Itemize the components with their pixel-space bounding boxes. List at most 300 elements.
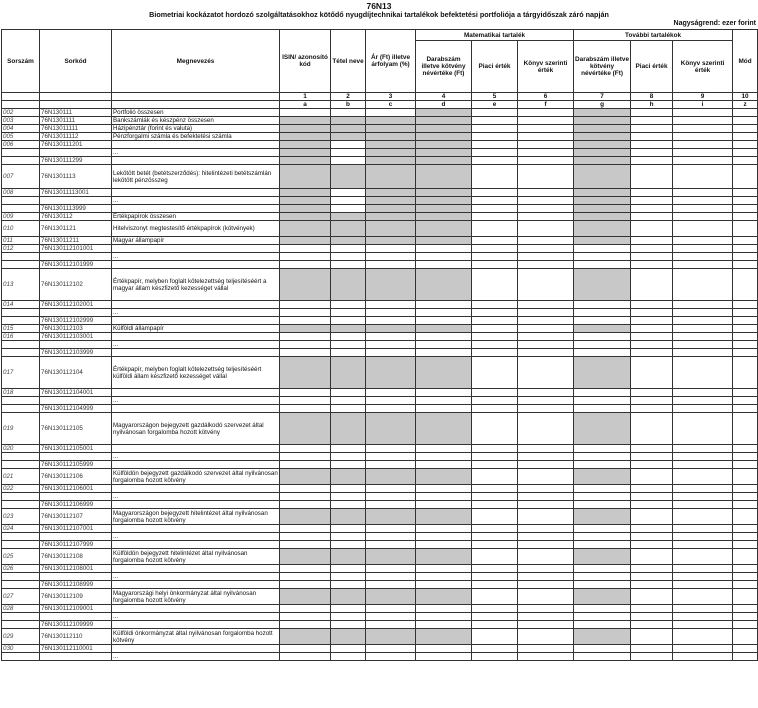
cell-darab-t[interactable] (574, 341, 631, 349)
cell-ar[interactable] (366, 141, 416, 149)
cell-ar[interactable] (366, 629, 416, 645)
cell-mod[interactable] (733, 501, 758, 509)
cell-konyv-m[interactable] (518, 325, 574, 333)
cell-isin[interactable] (280, 629, 331, 645)
cell-piaci-m[interactable] (472, 581, 518, 589)
cell-piaci-t[interactable] (631, 549, 673, 565)
cell-darab-t[interactable] (574, 221, 631, 237)
cell-isin[interactable] (280, 653, 331, 661)
cell-piaci-t[interactable] (631, 621, 673, 629)
cell-konyv-t[interactable] (673, 109, 733, 117)
cell-tetel[interactable] (331, 653, 366, 661)
cell-konyv-t[interactable] (673, 269, 733, 301)
cell-isin[interactable] (280, 461, 331, 469)
cell-darab-m[interactable] (416, 349, 472, 357)
cell-piaci-t[interactable] (631, 629, 673, 645)
cell-konyv-m[interactable] (518, 453, 574, 461)
cell-piaci-t[interactable] (631, 189, 673, 197)
cell-ar[interactable] (366, 197, 416, 205)
cell-konyv-m[interactable] (518, 397, 574, 405)
cell-piaci-m[interactable] (472, 469, 518, 485)
cell-konyv-m[interactable] (518, 221, 574, 237)
cell-konyv-m[interactable] (518, 205, 574, 213)
cell-tetel[interactable] (331, 333, 366, 341)
cell-darab-t[interactable] (574, 133, 631, 141)
cell-darab-m[interactable] (416, 413, 472, 445)
cell-mod[interactable] (733, 493, 758, 501)
cell-mod[interactable] (733, 149, 758, 157)
cell-isin[interactable] (280, 253, 331, 261)
cell-ar[interactable] (366, 541, 416, 549)
cell-isin[interactable] (280, 125, 331, 133)
cell-darab-m[interactable] (416, 541, 472, 549)
cell-darab-t[interactable] (574, 349, 631, 357)
cell-piaci-t[interactable] (631, 133, 673, 141)
cell-tetel[interactable] (331, 501, 366, 509)
cell-mod[interactable] (733, 317, 758, 325)
cell-mod[interactable] (733, 461, 758, 469)
cell-darab-t[interactable] (574, 485, 631, 493)
cell-tetel[interactable] (331, 237, 366, 245)
cell-konyv-t[interactable] (673, 397, 733, 405)
cell-darab-t[interactable] (574, 605, 631, 613)
cell-konyv-t[interactable] (673, 189, 733, 197)
cell-konyv-m[interactable] (518, 541, 574, 549)
cell-ar[interactable] (366, 269, 416, 301)
cell-tetel[interactable] (331, 645, 366, 653)
cell-piaci-m[interactable] (472, 165, 518, 189)
cell-mod[interactable] (733, 357, 758, 389)
cell-darab-m[interactable] (416, 405, 472, 413)
cell-darab-t[interactable] (574, 453, 631, 461)
cell-tetel[interactable] (331, 533, 366, 541)
cell-mod[interactable] (733, 213, 758, 221)
cell-piaci-m[interactable] (472, 453, 518, 461)
cell-darab-t[interactable] (574, 261, 631, 269)
cell-isin[interactable] (280, 469, 331, 485)
cell-piaci-t[interactable] (631, 125, 673, 133)
cell-konyv-m[interactable] (518, 629, 574, 645)
cell-darab-t[interactable] (574, 325, 631, 333)
cell-konyv-m[interactable] (518, 501, 574, 509)
cell-konyv-m[interactable] (518, 461, 574, 469)
cell-piaci-m[interactable] (472, 541, 518, 549)
cell-piaci-t[interactable] (631, 573, 673, 581)
cell-darab-m[interactable] (416, 629, 472, 645)
cell-ar[interactable] (366, 133, 416, 141)
cell-piaci-m[interactable] (472, 269, 518, 301)
cell-konyv-t[interactable] (673, 501, 733, 509)
cell-piaci-t[interactable] (631, 301, 673, 309)
cell-piaci-t[interactable] (631, 541, 673, 549)
cell-piaci-t[interactable] (631, 653, 673, 661)
cell-mod[interactable] (733, 253, 758, 261)
cell-ar[interactable] (366, 237, 416, 245)
cell-piaci-m[interactable] (472, 525, 518, 533)
cell-piaci-m[interactable] (472, 245, 518, 253)
cell-konyv-m[interactable] (518, 309, 574, 317)
cell-isin[interactable] (280, 221, 331, 237)
cell-darab-m[interactable] (416, 141, 472, 149)
cell-piaci-t[interactable] (631, 349, 673, 357)
cell-konyv-m[interactable] (518, 133, 574, 141)
cell-ar[interactable] (366, 165, 416, 189)
cell-darab-m[interactable] (416, 493, 472, 501)
cell-darab-m[interactable] (416, 333, 472, 341)
cell-isin[interactable] (280, 117, 331, 125)
cell-mod[interactable] (733, 117, 758, 125)
cell-darab-m[interactable] (416, 461, 472, 469)
cell-konyv-m[interactable] (518, 301, 574, 309)
cell-piaci-t[interactable] (631, 645, 673, 653)
cell-piaci-m[interactable] (472, 613, 518, 621)
cell-ar[interactable] (366, 261, 416, 269)
cell-piaci-m[interactable] (472, 157, 518, 165)
cell-konyv-m[interactable] (518, 605, 574, 613)
cell-piaci-t[interactable] (631, 221, 673, 237)
cell-mod[interactable] (733, 485, 758, 493)
cell-darab-m[interactable] (416, 573, 472, 581)
cell-tetel[interactable] (331, 445, 366, 453)
cell-piaci-t[interactable] (631, 325, 673, 333)
cell-darab-m[interactable] (416, 549, 472, 565)
cell-isin[interactable] (280, 509, 331, 525)
cell-isin[interactable] (280, 533, 331, 541)
cell-darab-m[interactable] (416, 125, 472, 133)
cell-darab-m[interactable] (416, 389, 472, 397)
cell-tetel[interactable] (331, 325, 366, 333)
cell-konyv-t[interactable] (673, 485, 733, 493)
cell-ar[interactable] (366, 149, 416, 157)
cell-isin[interactable] (280, 269, 331, 301)
cell-konyv-t[interactable] (673, 509, 733, 525)
cell-piaci-t[interactable] (631, 397, 673, 405)
cell-piaci-m[interactable] (472, 509, 518, 525)
cell-darab-t[interactable] (574, 117, 631, 125)
cell-piaci-t[interactable] (631, 253, 673, 261)
cell-mod[interactable] (733, 301, 758, 309)
cell-mod[interactable] (733, 245, 758, 253)
cell-tetel[interactable] (331, 413, 366, 445)
cell-isin[interactable] (280, 501, 331, 509)
cell-isin[interactable] (280, 453, 331, 461)
cell-ar[interactable] (366, 333, 416, 341)
cell-piaci-m[interactable] (472, 653, 518, 661)
cell-darab-m[interactable] (416, 453, 472, 461)
cell-isin[interactable] (280, 197, 331, 205)
cell-isin[interactable] (280, 405, 331, 413)
cell-darab-m[interactable] (416, 237, 472, 245)
cell-darab-t[interactable] (574, 317, 631, 325)
cell-piaci-m[interactable] (472, 549, 518, 565)
cell-mod[interactable] (733, 397, 758, 405)
cell-mod[interactable] (733, 405, 758, 413)
cell-isin[interactable] (280, 157, 331, 165)
cell-konyv-t[interactable] (673, 581, 733, 589)
cell-konyv-t[interactable] (673, 125, 733, 133)
cell-darab-t[interactable] (574, 469, 631, 485)
cell-piaci-t[interactable] (631, 485, 673, 493)
cell-konyv-m[interactable] (518, 533, 574, 541)
cell-isin[interactable] (280, 301, 331, 309)
cell-darab-t[interactable] (574, 541, 631, 549)
cell-mod[interactable] (733, 565, 758, 573)
cell-ar[interactable] (366, 645, 416, 653)
cell-piaci-t[interactable] (631, 117, 673, 125)
cell-isin[interactable] (280, 341, 331, 349)
cell-isin[interactable] (280, 445, 331, 453)
cell-piaci-m[interactable] (472, 221, 518, 237)
cell-darab-m[interactable] (416, 397, 472, 405)
cell-isin[interactable] (280, 581, 331, 589)
cell-ar[interactable] (366, 205, 416, 213)
cell-darab-m[interactable] (416, 445, 472, 453)
cell-tetel[interactable] (331, 525, 366, 533)
cell-darab-m[interactable] (416, 469, 472, 485)
cell-piaci-t[interactable] (631, 197, 673, 205)
cell-piaci-t[interactable] (631, 469, 673, 485)
cell-tetel[interactable] (331, 541, 366, 549)
cell-darab-t[interactable] (574, 549, 631, 565)
cell-darab-m[interactable] (416, 245, 472, 253)
cell-darab-t[interactable] (574, 157, 631, 165)
cell-isin[interactable] (280, 213, 331, 221)
cell-darab-t[interactable] (574, 125, 631, 133)
cell-isin[interactable] (280, 149, 331, 157)
cell-mod[interactable] (733, 605, 758, 613)
cell-ar[interactable] (366, 125, 416, 133)
cell-darab-t[interactable] (574, 533, 631, 541)
cell-piaci-t[interactable] (631, 405, 673, 413)
cell-konyv-m[interactable] (518, 317, 574, 325)
cell-piaci-m[interactable] (472, 133, 518, 141)
cell-ar[interactable] (366, 605, 416, 613)
cell-konyv-t[interactable] (673, 157, 733, 165)
cell-tetel[interactable] (331, 405, 366, 413)
cell-piaci-m[interactable] (472, 189, 518, 197)
cell-darab-t[interactable] (574, 509, 631, 525)
cell-konyv-t[interactable] (673, 565, 733, 573)
cell-darab-t[interactable] (574, 213, 631, 221)
cell-mod[interactable] (733, 141, 758, 149)
cell-tetel[interactable] (331, 461, 366, 469)
cell-darab-t[interactable] (574, 309, 631, 317)
cell-tetel[interactable] (331, 269, 366, 301)
cell-piaci-m[interactable] (472, 125, 518, 133)
cell-tetel[interactable] (331, 165, 366, 189)
cell-mod[interactable] (733, 621, 758, 629)
cell-piaci-m[interactable] (472, 349, 518, 357)
cell-isin[interactable] (280, 565, 331, 573)
cell-piaci-m[interactable] (472, 445, 518, 453)
cell-darab-t[interactable] (574, 109, 631, 117)
cell-isin[interactable] (280, 357, 331, 389)
cell-piaci-t[interactable] (631, 613, 673, 621)
cell-piaci-m[interactable] (472, 501, 518, 509)
cell-ar[interactable] (366, 565, 416, 573)
cell-konyv-m[interactable] (518, 525, 574, 533)
cell-ar[interactable] (366, 213, 416, 221)
cell-konyv-t[interactable] (673, 141, 733, 149)
cell-piaci-m[interactable] (472, 149, 518, 157)
cell-isin[interactable] (280, 317, 331, 325)
cell-piaci-m[interactable] (472, 357, 518, 389)
cell-isin[interactable] (280, 333, 331, 341)
cell-isin[interactable] (280, 525, 331, 533)
cell-darab-t[interactable] (574, 493, 631, 501)
cell-konyv-m[interactable] (518, 333, 574, 341)
cell-ar[interactable] (366, 301, 416, 309)
cell-darab-m[interactable] (416, 485, 472, 493)
cell-tetel[interactable] (331, 157, 366, 165)
cell-darab-t[interactable] (574, 405, 631, 413)
cell-tetel[interactable] (331, 613, 366, 621)
cell-darab-t[interactable] (574, 205, 631, 213)
cell-tetel[interactable] (331, 509, 366, 525)
cell-konyv-t[interactable] (673, 317, 733, 325)
cell-piaci-t[interactable] (631, 453, 673, 461)
cell-darab-m[interactable] (416, 253, 472, 261)
cell-piaci-t[interactable] (631, 389, 673, 397)
cell-ar[interactable] (366, 253, 416, 261)
cell-isin[interactable] (280, 605, 331, 613)
cell-mod[interactable] (733, 269, 758, 301)
cell-darab-t[interactable] (574, 445, 631, 453)
cell-isin[interactable] (280, 245, 331, 253)
cell-konyv-t[interactable] (673, 645, 733, 653)
cell-konyv-t[interactable] (673, 133, 733, 141)
cell-ar[interactable] (366, 357, 416, 389)
cell-darab-t[interactable] (574, 253, 631, 261)
cell-ar[interactable] (366, 501, 416, 509)
cell-tetel[interactable] (331, 253, 366, 261)
cell-darab-m[interactable] (416, 221, 472, 237)
cell-ar[interactable] (366, 589, 416, 605)
cell-tetel[interactable] (331, 581, 366, 589)
cell-ar[interactable] (366, 533, 416, 541)
cell-konyv-t[interactable] (673, 253, 733, 261)
cell-tetel[interactable] (331, 629, 366, 645)
cell-piaci-m[interactable] (472, 629, 518, 645)
cell-tetel[interactable] (331, 621, 366, 629)
cell-darab-t[interactable] (574, 645, 631, 653)
cell-ar[interactable] (366, 349, 416, 357)
cell-isin[interactable] (280, 349, 331, 357)
cell-darab-t[interactable] (574, 501, 631, 509)
cell-ar[interactable] (366, 109, 416, 117)
cell-mod[interactable] (733, 581, 758, 589)
cell-darab-m[interactable] (416, 133, 472, 141)
cell-konyv-t[interactable] (673, 573, 733, 581)
cell-mod[interactable] (733, 541, 758, 549)
cell-tetel[interactable] (331, 261, 366, 269)
cell-darab-m[interactable] (416, 205, 472, 213)
cell-ar[interactable] (366, 461, 416, 469)
cell-konyv-m[interactable] (518, 621, 574, 629)
cell-konyv-t[interactable] (673, 237, 733, 245)
cell-piaci-m[interactable] (472, 117, 518, 125)
cell-konyv-m[interactable] (518, 565, 574, 573)
cell-tetel[interactable] (331, 549, 366, 565)
cell-piaci-m[interactable] (472, 301, 518, 309)
cell-piaci-m[interactable] (472, 413, 518, 445)
cell-konyv-t[interactable] (673, 621, 733, 629)
cell-tetel[interactable] (331, 589, 366, 605)
cell-piaci-t[interactable] (631, 341, 673, 349)
cell-konyv-m[interactable] (518, 445, 574, 453)
cell-piaci-t[interactable] (631, 333, 673, 341)
cell-ar[interactable] (366, 309, 416, 317)
cell-konyv-m[interactable] (518, 269, 574, 301)
cell-konyv-m[interactable] (518, 157, 574, 165)
cell-isin[interactable] (280, 645, 331, 653)
cell-piaci-t[interactable] (631, 565, 673, 573)
cell-tetel[interactable] (331, 397, 366, 405)
cell-darab-t[interactable] (574, 613, 631, 621)
cell-konyv-m[interactable] (518, 141, 574, 149)
cell-konyv-t[interactable] (673, 533, 733, 541)
cell-darab-t[interactable] (574, 245, 631, 253)
cell-darab-m[interactable] (416, 565, 472, 573)
cell-mod[interactable] (733, 653, 758, 661)
cell-piaci-m[interactable] (472, 461, 518, 469)
cell-konyv-t[interactable] (673, 245, 733, 253)
cell-konyv-t[interactable] (673, 541, 733, 549)
cell-ar[interactable] (366, 469, 416, 485)
cell-darab-m[interactable] (416, 653, 472, 661)
cell-isin[interactable] (280, 613, 331, 621)
cell-darab-m[interactable] (416, 613, 472, 621)
cell-piaci-m[interactable] (472, 317, 518, 325)
cell-mod[interactable] (733, 237, 758, 245)
cell-mod[interactable] (733, 197, 758, 205)
cell-mod[interactable] (733, 125, 758, 133)
cell-konyv-t[interactable] (673, 453, 733, 461)
cell-ar[interactable] (366, 221, 416, 237)
cell-darab-m[interactable] (416, 621, 472, 629)
cell-mod[interactable] (733, 109, 758, 117)
cell-konyv-t[interactable] (673, 549, 733, 565)
cell-darab-m[interactable] (416, 157, 472, 165)
cell-ar[interactable] (366, 397, 416, 405)
cell-tetel[interactable] (331, 605, 366, 613)
cell-mod[interactable] (733, 573, 758, 581)
cell-konyv-m[interactable] (518, 485, 574, 493)
cell-ar[interactable] (366, 485, 416, 493)
cell-ar[interactable] (366, 445, 416, 453)
cell-darab-t[interactable] (574, 301, 631, 309)
cell-darab-t[interactable] (574, 357, 631, 389)
cell-tetel[interactable] (331, 125, 366, 133)
cell-konyv-t[interactable] (673, 301, 733, 309)
cell-konyv-m[interactable] (518, 213, 574, 221)
cell-isin[interactable] (280, 541, 331, 549)
cell-konyv-t[interactable] (673, 325, 733, 333)
cell-darab-m[interactable] (416, 605, 472, 613)
cell-piaci-m[interactable] (472, 389, 518, 397)
cell-darab-t[interactable] (574, 237, 631, 245)
cell-ar[interactable] (366, 117, 416, 125)
cell-tetel[interactable] (331, 349, 366, 357)
cell-darab-m[interactable] (416, 301, 472, 309)
cell-isin[interactable] (280, 109, 331, 117)
cell-mod[interactable] (733, 589, 758, 605)
cell-ar[interactable] (366, 405, 416, 413)
cell-tetel[interactable] (331, 205, 366, 213)
cell-isin[interactable] (280, 205, 331, 213)
cell-darab-m[interactable] (416, 117, 472, 125)
cell-darab-m[interactable] (416, 149, 472, 157)
